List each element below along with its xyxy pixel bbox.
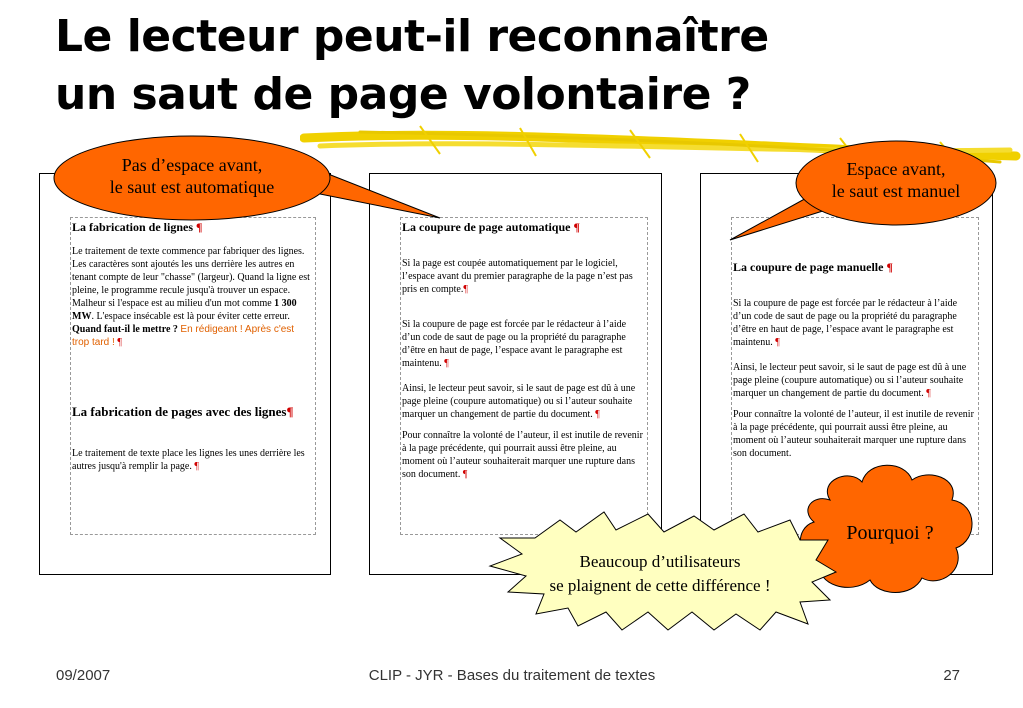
left-callout-line-1: Pas d’espace avant, [121,155,263,175]
footer-center: CLIP - JYR - Bases du traitement de textes [368,667,656,684]
page-1-paragraph-1-tail: . L'espace insécable est là pour éviter cette erreur. [91,311,290,322]
page-3-paragraph-3: Pour connaître la volonté de l’auteur, il est inutile de revenir à la page précédente, qui pourrait aussi être pleine, au moment où l’auteur souhaiterait marquer une rupture dans son document. [733,409,974,459]
footer-page-number: 27 [943,667,960,684]
page-1-question: Quand faut-il le mettre ? [72,324,178,335]
pilcrow-mark: ¶ [595,409,600,420]
page-2-paragraph-4: Pour connaître la volonté de l’auteur, il est inutile de revenir à la page précédente, qui pourrait aussi être pleine, au moment où l’auteur souhaiterait marquer une rupture dans son document. [402,430,643,480]
page-1-paragraph-1: Le traitement de texte commence par fabriquer des lignes. Les caractères sont ajoutés les uns derrière les autres en tenant compte de leur "chasse" (largeur). Quand la ligne est pleine, le programme recule jusqu'à trouver un espace. Malheur si l'espace est au milieu d'un mot comme [72,246,310,309]
pilcrow-mark: ¶ [463,284,468,295]
page-1-comment: En rédigeant ! Après c'est trop tard ! [72,324,295,348]
cloud-text: Pourquoi ? [846,522,934,544]
pilcrow-mark: ¶ [117,337,122,348]
footer-date: 09/2007 [56,667,111,684]
page-1-heading-2: La fabrication de pages avec des lignes [72,404,287,419]
pilcrow-mark: ¶ [286,404,294,419]
pilcrow-mark: ¶ [444,358,449,369]
page-3-heading: La coupure de page manuelle [733,260,884,274]
pilcrow-mark: ¶ [573,220,580,234]
burst-line-1: Beaucoup d’utilisateurs [579,552,741,571]
pilcrow-mark: ¶ [196,220,203,234]
left-callout-text [56,154,328,198]
burst-text [500,550,820,598]
burst-line-2: se plaignent de cette différence ! [549,576,771,595]
page-2-paragraph-3: Ainsi, le lecteur peut savoir, si le saut de page est dû à une page pleine (coupure automatique) ou si l’auteur souhaite marquer un changement de partie du document. [402,383,636,420]
pilcrow-mark: ¶ [775,337,780,348]
pilcrow-mark: ¶ [462,469,468,480]
pilcrow-mark: ¶ [886,260,893,274]
page-2-paragraph-1: Si la page est coupée automatiquement par le logiciel, l’espace avant du premier paragraphe de la page n’est pas pris en compte. [402,258,633,295]
right-callout-text [796,158,996,202]
pilcrow-mark: ¶ [194,461,199,472]
page-2-paragraph-2: Si la coupure de page est forcée par le rédacteur à l’aide d’un code de saut de page ou la propriété du paragraphe d’être en haut de page, l’espace avant le paragraphe est maintenu. [402,319,627,369]
page-3-paragraph-2: Ainsi, le lecteur peut savoir, si le saut de page est dû à une page pleine (coupure automatique) ou si l’auteur souhaite marquer un changement de partie du document. [733,362,967,399]
page-3-paragraph-1: Si la coupure de page est forcée par le rédacteur à l’aide d’un code de saut de page ou la propriété du paragraphe d’être en haut de page, l’espace avant le paragraphe est maintenu. [733,298,958,348]
page-1-paragraph-2: Le traitement de texte place les lignes les unes derrière les autres jusqu'à remplir la page. [72,448,305,472]
title-line-1: Le lecteur peut-il reconnaître [55,11,769,62]
page-2-heading: La coupure de page automatique [402,220,571,234]
page-1-heading-1: La fabrication de lignes [72,220,194,234]
page-1-bold-value: 1 300 MW [72,298,297,322]
right-callout-line-1: Espace avant, [846,159,946,179]
right-callout-line-2: le saut est manuel [831,181,961,201]
pilcrow-mark: ¶ [926,388,931,399]
left-callout-line-2: le saut est automatique [109,177,275,197]
title-line-2: un saut de page volontaire ? [55,69,751,120]
